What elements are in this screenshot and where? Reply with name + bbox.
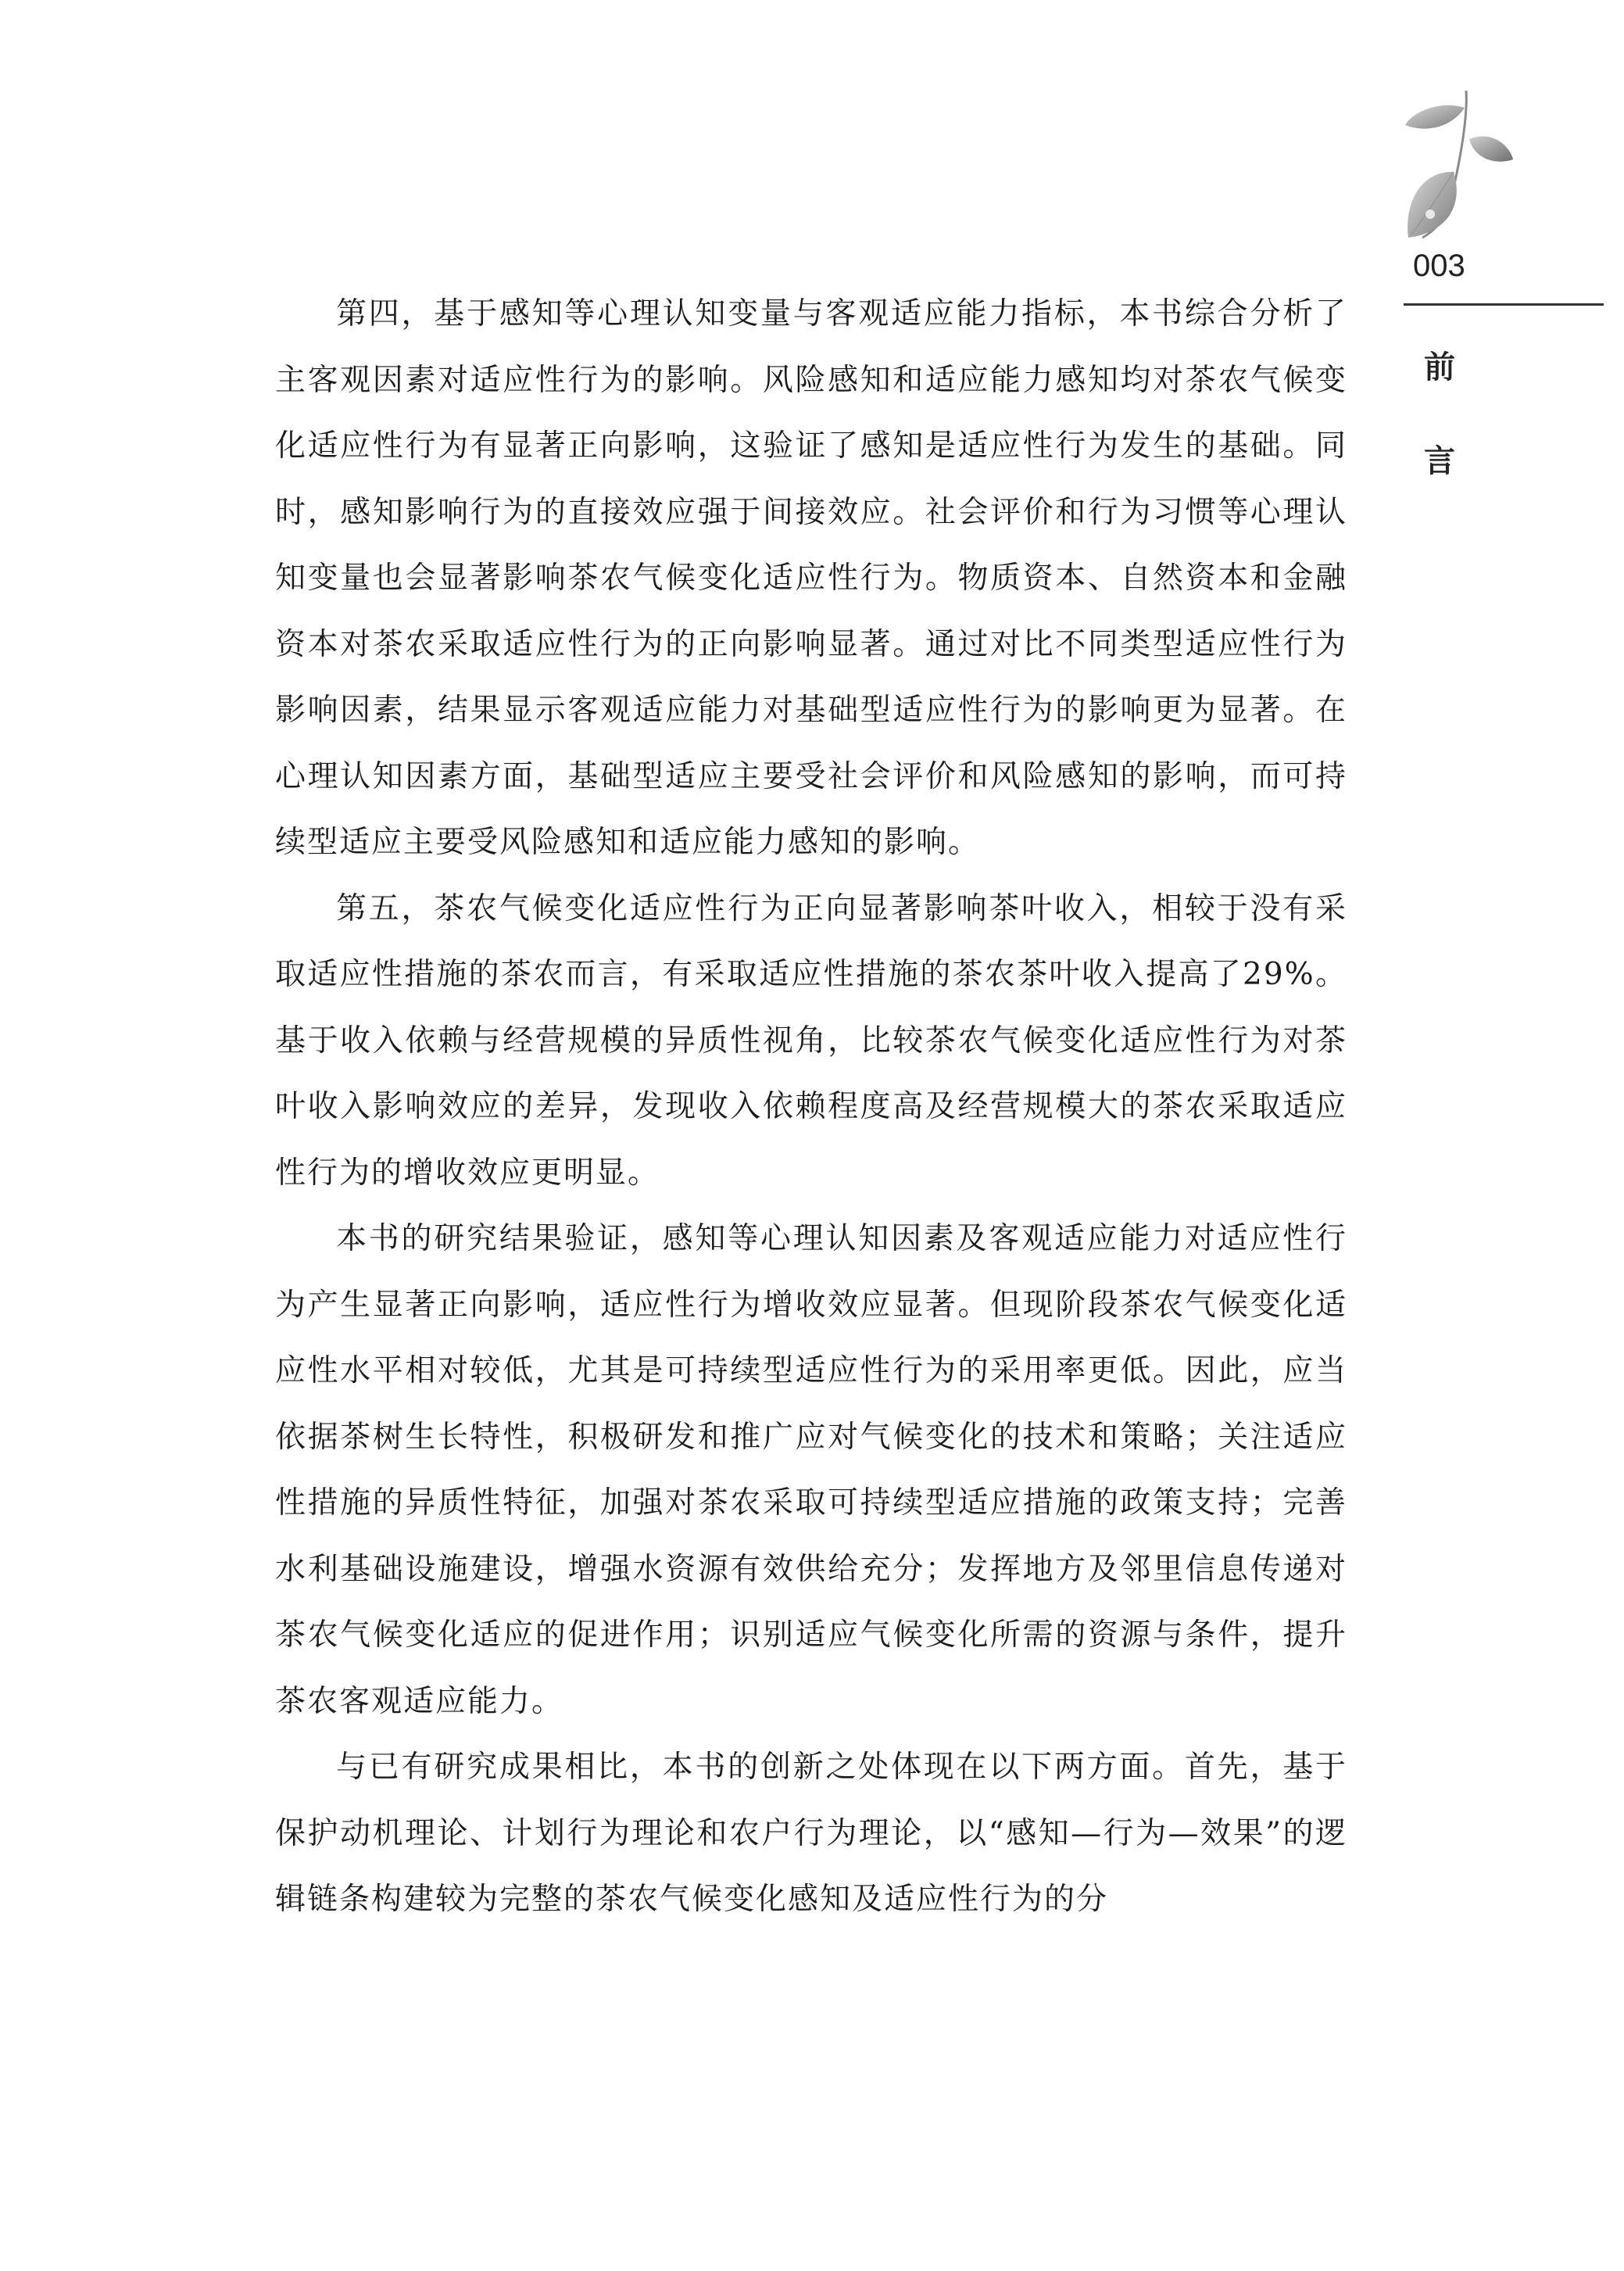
body-text (275, 281, 1347, 1933)
section-label: 前言 (1424, 349, 1455, 479)
header-divider (1404, 303, 1604, 306)
leaf-icon (1399, 84, 1516, 241)
paragraph: 与已有研究成果相比，本书的创新之处体现在以下两方面。首先，基于保护动机理论、计划行为理论和农户行为理论，以“感知—行为—效果”的逻辑链条构建较为完整的茶农气候变化感知及适应性行为的分 (275, 1750, 1347, 1917)
paragraph: 第五，茶农气候变化适应性行为正向显著影响茶叶收入，相较于没有采取适应性措施的茶农而言，有采取适应性措施的茶农茶叶收入提高了29%。基于收入依赖与经营规模的异质性视角，比较茶农气候变化适应性行为对茶叶收入影响效应的差异，发现收入依赖程度高及经营规模大的茶农采取适应性行为的增收效应更明显。 (275, 890, 1347, 1191)
paragraph: 本书的研究结果验证，感知等心理认知因素及客观适应能力对适应性行为产生显著正向影响，适应性行为增收效应显著。但现阶段茶农气候变化适应性水平相对较低，尤其是可持续型适应性行为的采用率更低。因此，应当依据茶树生长特性，积极研发和推广应对气候变化的技术和策略；关注适应性措施的异质性特征，加强对茶农采取可持续型适应措施的政策支持；完善水利基础设施建设，增强水资源有效供给充分；发挥地方及邻里信息传递对茶农气候变化适应的促进作用；识别适应气候变化所需的资源与条件，提升茶农客观适应能力。 (275, 1221, 1347, 1719)
paragraph: 第四，基于感知等心理认知变量与客观适应能力指标，本书综合分析了主客观因素对适应性行为的影响。风险感知和适应能力感知均对茶农气候变化适应性行为有显著正向影响，这验证了感知是适应性行为发生的基础。同时，感知影响行为的直接效应强于间接效应。社会评价和行为习惯等心理认知变量也会显著影响茶农气候变化适应性行为。物质资本、自然资本和金融资本对茶农采取适应性行为的正向影响显著。通过对比不同类型适应性行为影响因素，结果显示客观适应能力对基础型适应性行为的影响更为显著。在心理认知因素方面，基础型适应主要受社会评价和风险感知的影响，而可持续型适应主要受风险感知和适应能力感知的影响。 (275, 296, 1347, 860)
page-number: 003 (1413, 249, 1465, 283)
